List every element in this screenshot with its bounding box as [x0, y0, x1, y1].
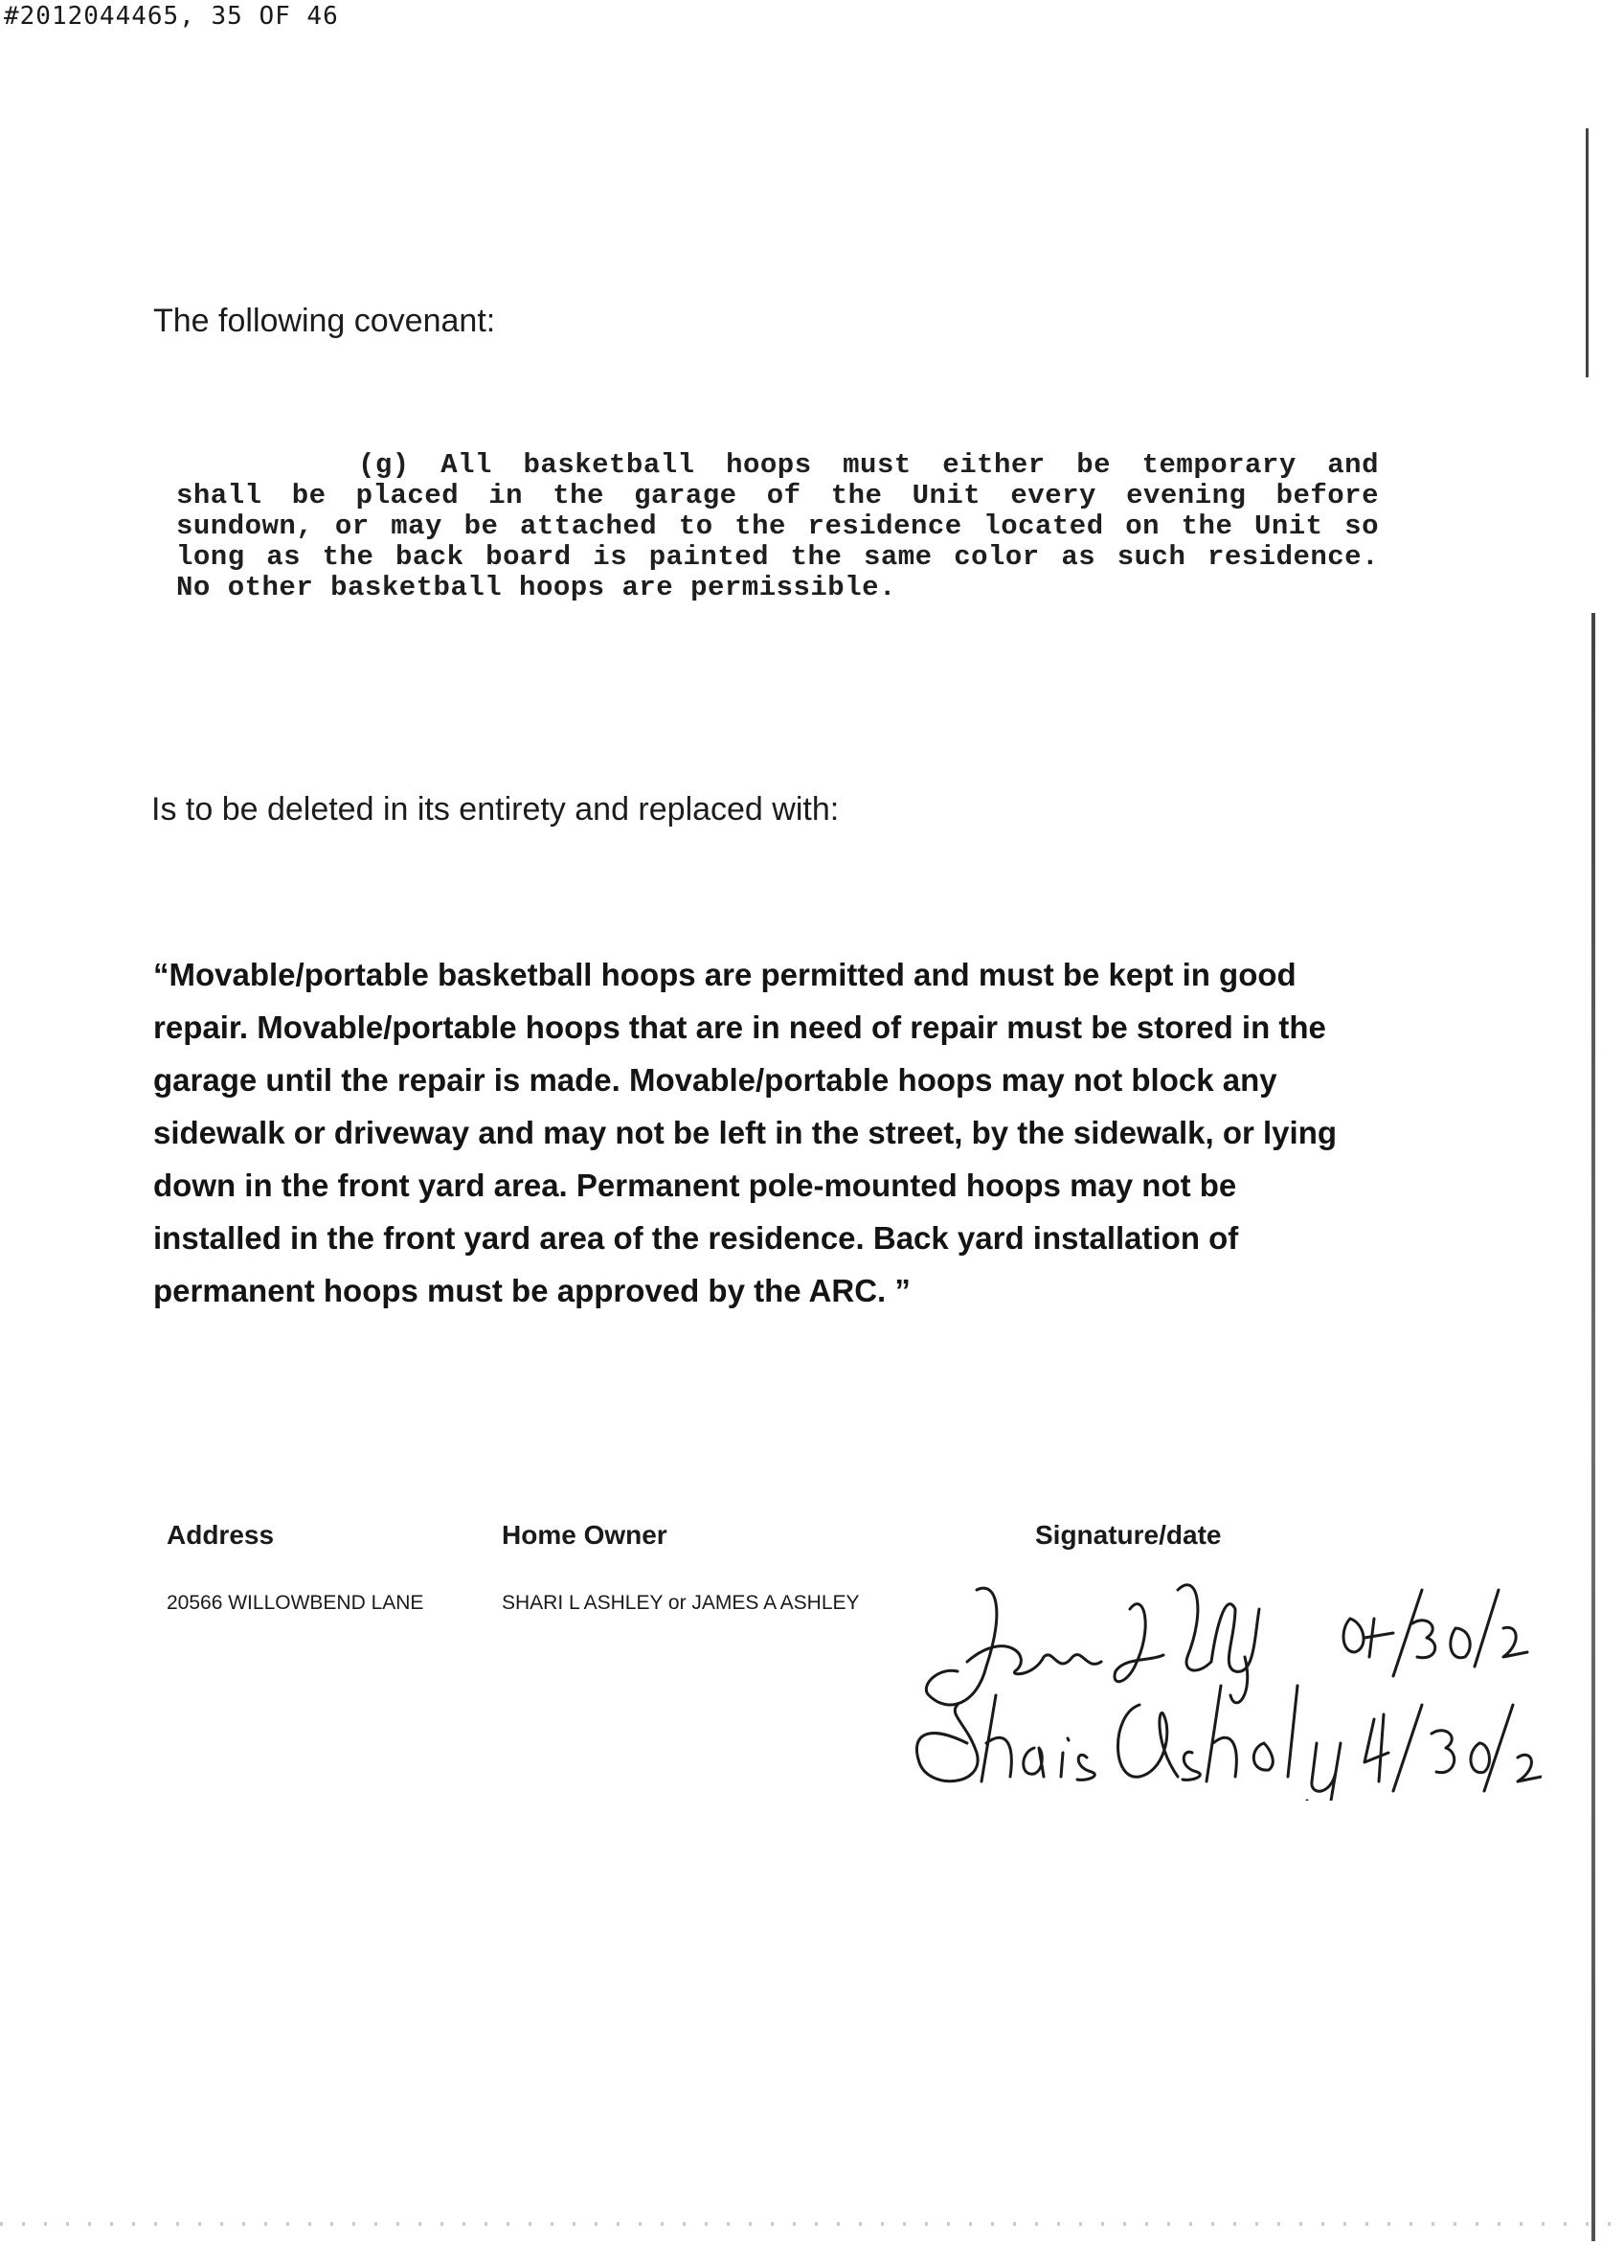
replacement-line: garage until the repair is made. Movable/portable hoops may not block any — [153, 1062, 1277, 1098]
replacement-line: sidewalk or driveway and may not be left in the street, by the sidewalk, or lying — [153, 1115, 1338, 1150]
home-owner-header: Home Owner — [502, 1520, 667, 1550]
scan-edge-line — [1591, 613, 1595, 2241]
signature-date-header: Signature/date — [1035, 1520, 1222, 1550]
handwritten-signatures — [891, 1552, 1542, 1801]
address-header: Address — [167, 1520, 275, 1550]
replacement-line: permanent hoops must be approved by the ARC. ” — [153, 1273, 911, 1308]
replaced-intro-text: Is to be deleted in its entirety and replaced with: — [151, 791, 840, 828]
replacement-covenant — [153, 948, 1417, 1317]
intro-text: The following covenant: — [153, 303, 496, 339]
replacement-line: repair. Movable/portable hoops that are in need of repair must be stored in the — [153, 1009, 1326, 1045]
scan-noise — [0, 2222, 1624, 2226]
replacement-line: installed in the front yard area of the residence. Back yard installation of — [153, 1220, 1239, 1256]
covenant-line: No other basketball hoops are permissible. — [176, 572, 896, 603]
covenant-line: shall be placed in the garage of the Unit every evening before — [176, 480, 1379, 511]
replacement-line: down in the front yard area. Permanent pole-mounted hoops may not be — [153, 1168, 1237, 1203]
address-value: 20566 WILLOWBEND LANE — [167, 1592, 424, 1614]
document-id-line: #2012044465, 35 OF 46 — [4, 2, 339, 31]
replacement-line: “Movable/portable basketball hoops are permitted and must be kept in good — [153, 957, 1297, 992]
covenant-line: long as the back board is painted the same color as such residence. — [176, 541, 1379, 573]
covenant-line: sundown, or may be attached to the residence located on the Unit so — [176, 510, 1379, 542]
original-covenant — [176, 450, 1379, 603]
scan-edge-line — [1586, 128, 1589, 377]
home-owner-value: SHARI L ASHLEY or JAMES A ASHLEY — [502, 1592, 860, 1614]
covenant-line: (g) All basketball hoops must either be temporary and — [358, 449, 1379, 481]
